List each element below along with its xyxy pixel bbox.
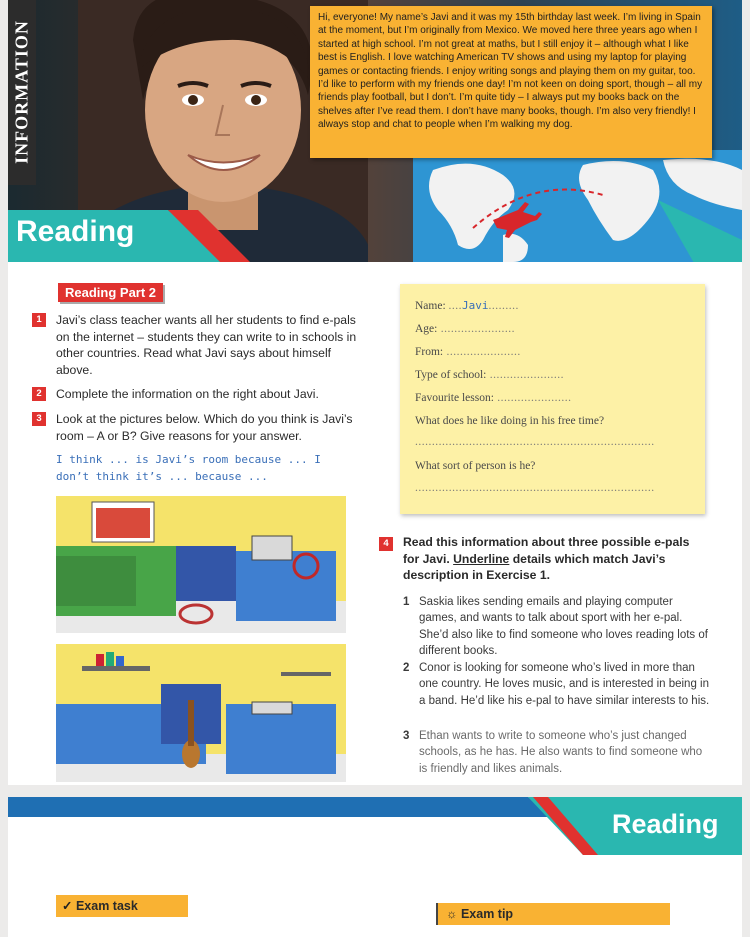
task-text: Look at the pictures below. Which do you think is Javi’s room – A or B? Give reasons for your answer.	[56, 412, 353, 443]
epal-number: 1	[403, 596, 410, 608]
task-text: Complete the information on the right about Javi.	[56, 387, 319, 401]
person-question: What sort of person is he?	[415, 460, 536, 472]
task-text	[403, 534, 709, 584]
task-number: 2	[32, 387, 46, 401]
epal-number: 2	[403, 662, 410, 674]
from-label: From:	[415, 346, 444, 358]
name-row: Name: ....Javi.........	[415, 299, 519, 312]
free-time-question: What does he like doing in his free time?	[415, 415, 605, 427]
exam-tip-label: Exam tip	[460, 907, 514, 921]
school-label: Type of school:	[415, 369, 487, 381]
epal-item	[403, 660, 713, 709]
exam-task-tag	[56, 895, 188, 917]
answer-line: .......................................................................	[415, 482, 655, 494]
from-row: From: ......................	[415, 346, 521, 358]
lesson-label: Favourite lesson:	[415, 392, 494, 404]
epal-item	[403, 728, 713, 777]
lightbulb-icon: ☼	[446, 907, 458, 921]
name-value: Javi	[462, 299, 489, 312]
task-3	[32, 411, 362, 444]
task-text: Javi’s class teacher wants all her students to find e-pals on the internet – students they can write to in schools in other countries. Read what Javi says about himself above.	[56, 313, 357, 377]
section-title: Reading	[16, 215, 135, 248]
answer-line: .......................................................................	[415, 436, 655, 448]
info-note-card	[400, 284, 705, 514]
part-badge: Reading Part 2	[58, 283, 163, 302]
task-number: 1	[32, 313, 46, 327]
next-page	[8, 797, 742, 937]
school-row: Type of school: ......................	[415, 369, 565, 381]
epal-text: Saskia likes sending emails and playing computer games, and wants to talk about sport with her e-pal. She’d also like to find someone who loves reading lots of different books.	[419, 596, 708, 658]
handwritten-prompt: I think ... is Javi’s room because ... I don’t think it’s ... because ...	[56, 453, 321, 483]
age-label: Age:	[415, 323, 438, 335]
next-page-title: Reading	[612, 809, 719, 839]
textbook-page	[8, 0, 742, 785]
lesson-row: Favourite lesson: ......................	[415, 392, 572, 404]
epal-number: 3	[403, 730, 410, 742]
task-text-post: details which match Javi’s description in Exercise 1.	[403, 551, 666, 582]
header-photo	[8, 0, 742, 262]
javi-speech-box: Hi, everyone! My name’s Javi and it was my 15th birthday last week. I’m living in Spain at the moment, but I’m originally from Mexico. We moved here three years ago when I started at high school. I’m not great at maths, but I still enjoy it – although what I like best is English. I love watching American TV shows and using my laptop for playing games or contacting friends. I enjoy writing songs and playing them on my guitar, too. I’d like to perform with my friends one day! I’m not keen on doing sport, though – all my friends play football, but I don’t. I’m quite tidy – I always put my books back on the shelves after I’ve read them. I don’t have many books, though. I’m also very friendly! I always stop and chat to people when I’m walking my dog.	[310, 6, 712, 158]
task-4	[379, 534, 709, 584]
task-2	[32, 386, 362, 403]
epal-item	[403, 594, 713, 660]
room-b-illustration	[56, 644, 346, 782]
task-number: 4	[379, 537, 393, 551]
age-row: Age: ......................	[415, 323, 515, 335]
underline-word: Underline	[453, 551, 510, 566]
task-text-pre: Read this information about three possible e-pals for Javi.	[403, 535, 690, 566]
task-number: 3	[32, 412, 46, 426]
side-label: INFORMATION	[11, 20, 32, 164]
side-strip	[8, 0, 36, 185]
exam-task-label: Exam task	[75, 899, 138, 913]
room-a-illustration	[56, 496, 346, 633]
epal-text: Conor is looking for someone who’s lived in more than one country. He loves music, and is interested in being in a band. He’d like his e-pal to have similar interests to his.	[419, 662, 710, 707]
name-label: Name:	[415, 300, 446, 312]
exam-tip-tag	[436, 903, 670, 925]
epal-text: Ethan wants to write to someone who’s just changed schools, as he has. He also wants to find someone who is friendly and likes animals.	[419, 730, 703, 775]
check-circle-icon: ✓	[62, 899, 73, 913]
task-1	[32, 312, 362, 378]
